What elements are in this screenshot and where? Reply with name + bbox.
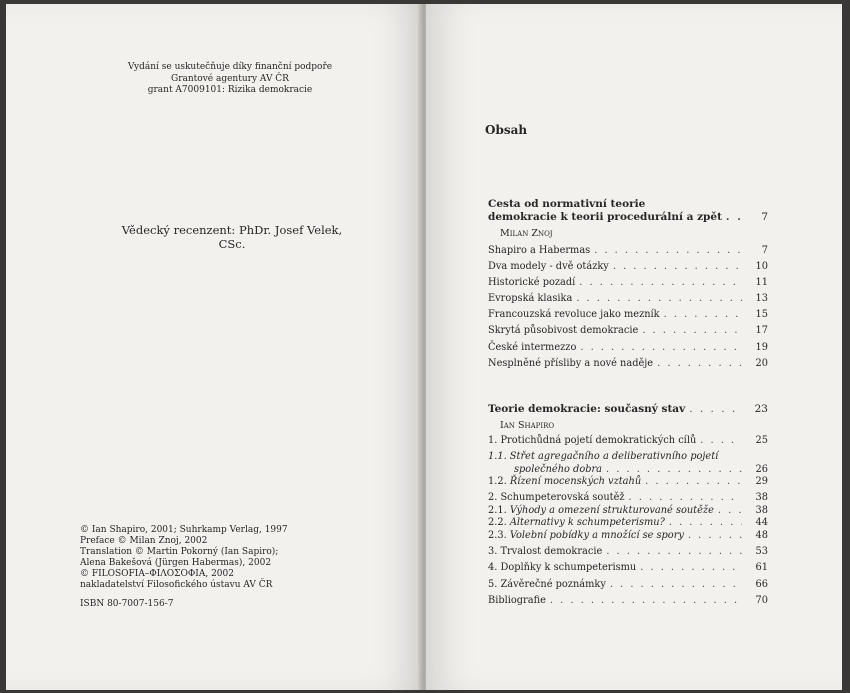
reviewer-note: Vědecký recenzent: PhDr. Josef Velek, CSc.	[121, 223, 343, 251]
entry-label: Výhody a omezení strukturované soutěže	[509, 504, 714, 516]
leader-dots	[669, 517, 742, 529]
leader-dots	[610, 579, 742, 591]
leader-dots	[688, 530, 742, 542]
entry-label: společného dobra	[514, 463, 603, 475]
toc-entry	[488, 505, 768, 517]
funding-note	[100, 62, 360, 97]
table-of-contents	[488, 198, 768, 608]
leader-dots	[594, 243, 742, 259]
leader-dots	[629, 492, 742, 504]
toc-entry-continued	[488, 464, 768, 476]
leader-dots	[726, 211, 742, 224]
entry-number: 2.2.	[488, 517, 507, 529]
toc-entry	[488, 291, 768, 307]
toc-entry	[488, 340, 768, 356]
entry-label: Alternativy k schumpeterismu?	[509, 517, 665, 529]
toc-entry	[488, 517, 768, 529]
leader-dots	[645, 476, 742, 488]
isbn: ISBN 80-7007-156-7	[80, 599, 174, 609]
section-author: Milan Znoj	[500, 228, 553, 239]
page-number: 15	[755, 309, 768, 321]
page-number: 48	[755, 529, 768, 541]
page-number: 25	[755, 434, 768, 446]
toc-heading: Obsah	[485, 123, 528, 137]
toc-entry	[488, 356, 768, 372]
page-number: 61	[755, 562, 768, 574]
section-1	[488, 198, 768, 372]
toc-entry	[488, 435, 768, 447]
page-number: 23	[754, 402, 768, 415]
toc-entry	[488, 492, 768, 504]
copyright-line: Alena Bakešová (Jürgen Habermas), 2002	[80, 558, 272, 568]
leader-dots	[664, 307, 742, 323]
section-title-line: Cesta od normativní teorie	[488, 198, 646, 210]
entry-number: 1.2.	[488, 475, 507, 487]
page-number: 11	[755, 277, 768, 289]
page-number: 17	[755, 325, 768, 337]
copyright-line: © Ian Shapiro, 2001; Suhrkamp Verlag, 1997	[80, 525, 288, 535]
entry-label: Skrytá působivost demokracie	[488, 325, 639, 337]
section-title-row	[488, 211, 768, 224]
section-title-row	[488, 402, 768, 416]
section-title	[488, 198, 768, 224]
page-number: 26	[755, 463, 768, 475]
entry-label: Shapiro a Habermas	[488, 245, 591, 256]
entry-label: 4. Doplňky k schumpeterismu	[488, 562, 637, 574]
page-number: 53	[755, 546, 768, 557]
toc-entry	[488, 579, 768, 591]
leader-dots	[580, 340, 742, 356]
toc-entry	[488, 323, 768, 339]
entry-label: Historické pozadí	[488, 277, 576, 289]
section-title-line: demokracie k teorii procedurální a zpět	[488, 211, 722, 223]
entry-label: 5. Závěrečné poznámky	[488, 578, 606, 590]
leader-dots	[576, 291, 742, 307]
toc-entry	[488, 243, 768, 259]
entry-label: Nesplněné přísliby a nové naděje	[488, 357, 654, 369]
entry-number: 2.1.	[488, 504, 507, 516]
page-number: 13	[755, 293, 768, 305]
leader-dots	[613, 259, 742, 275]
page-number: 20	[755, 357, 768, 369]
leader-dots	[640, 562, 742, 574]
copyright-line: nakladatelství Filosofického ústavu AV ČR	[80, 580, 273, 590]
toc-entry	[488, 275, 768, 291]
copyright-line: © FILOSOFIA–ΦΙΛΟΣΟΦΙΑ, 2002	[80, 569, 234, 579]
entry-label: Francouzská revoluce jako mezník	[488, 309, 660, 321]
copyright-line: Preface © Milan Znoj, 2002	[80, 536, 208, 546]
leader-dots	[700, 435, 742, 447]
page-number: 19	[755, 341, 768, 353]
page-number: 7	[761, 245, 768, 256]
entry-label: Bibliografie	[488, 595, 546, 607]
toc-entry	[488, 451, 768, 463]
entry-label: 2. Schumpeterovská soutěž	[488, 492, 625, 504]
page-number: 7	[761, 211, 768, 223]
leader-dots	[657, 356, 742, 372]
page-number: 38	[755, 492, 768, 504]
entry-label: 3. Trvalost demokracie	[488, 546, 603, 557]
copyright-block	[80, 525, 380, 591]
section-author: Ian Shapiro	[500, 419, 555, 431]
entry-label: Evropská klasika	[488, 293, 573, 305]
toc-entry	[488, 530, 768, 542]
leader-dots	[718, 505, 742, 517]
funding-line: grant A7009101: Rizika demokracie	[147, 85, 313, 95]
page-number: 70	[755, 595, 768, 607]
leader-dots	[606, 546, 742, 558]
toc-entry	[488, 546, 768, 558]
entry-label: České intermezzo	[488, 341, 577, 353]
funding-line: Vydání se uskutečňuje díky finanční podpoře	[127, 62, 333, 72]
leader-dots	[689, 402, 742, 416]
entry-label: Volební pobídky a množící se spory	[509, 529, 684, 541]
entry-label: Dva modely - dvě otázky	[488, 261, 609, 273]
entry-label: 1. Protichůdná pojetí demokratických cílů	[488, 434, 697, 446]
section-title: Teorie demokracie: současný stav	[488, 402, 686, 415]
page-number: 38	[755, 504, 768, 516]
leader-dots	[579, 275, 742, 291]
leader-dots	[606, 464, 742, 476]
entry-number: 2.3.	[488, 529, 507, 541]
copyright-line: Translation © Martin Pokorný (Ian Sapiro);	[80, 547, 279, 557]
entry-label: Řízení mocenských vztahů	[509, 475, 642, 487]
page-number: 44	[755, 517, 768, 529]
entry-label-text: 1.1. Střet agregačního a deliberativního pojetí	[488, 451, 719, 463]
toc-entry	[488, 307, 768, 323]
section-2	[488, 402, 768, 608]
leader-dots	[642, 323, 742, 339]
toc-entry	[488, 476, 768, 488]
toc-entry	[488, 562, 768, 574]
toc-entry	[488, 595, 768, 607]
page-number: 66	[755, 578, 768, 590]
toc-entry	[488, 259, 768, 275]
page-number: 10	[755, 261, 768, 273]
page-number: 29	[755, 475, 768, 487]
entry-label	[488, 451, 718, 463]
leader-dots	[550, 595, 742, 607]
funding-line: Grantové agentury AV ČR	[171, 73, 289, 84]
